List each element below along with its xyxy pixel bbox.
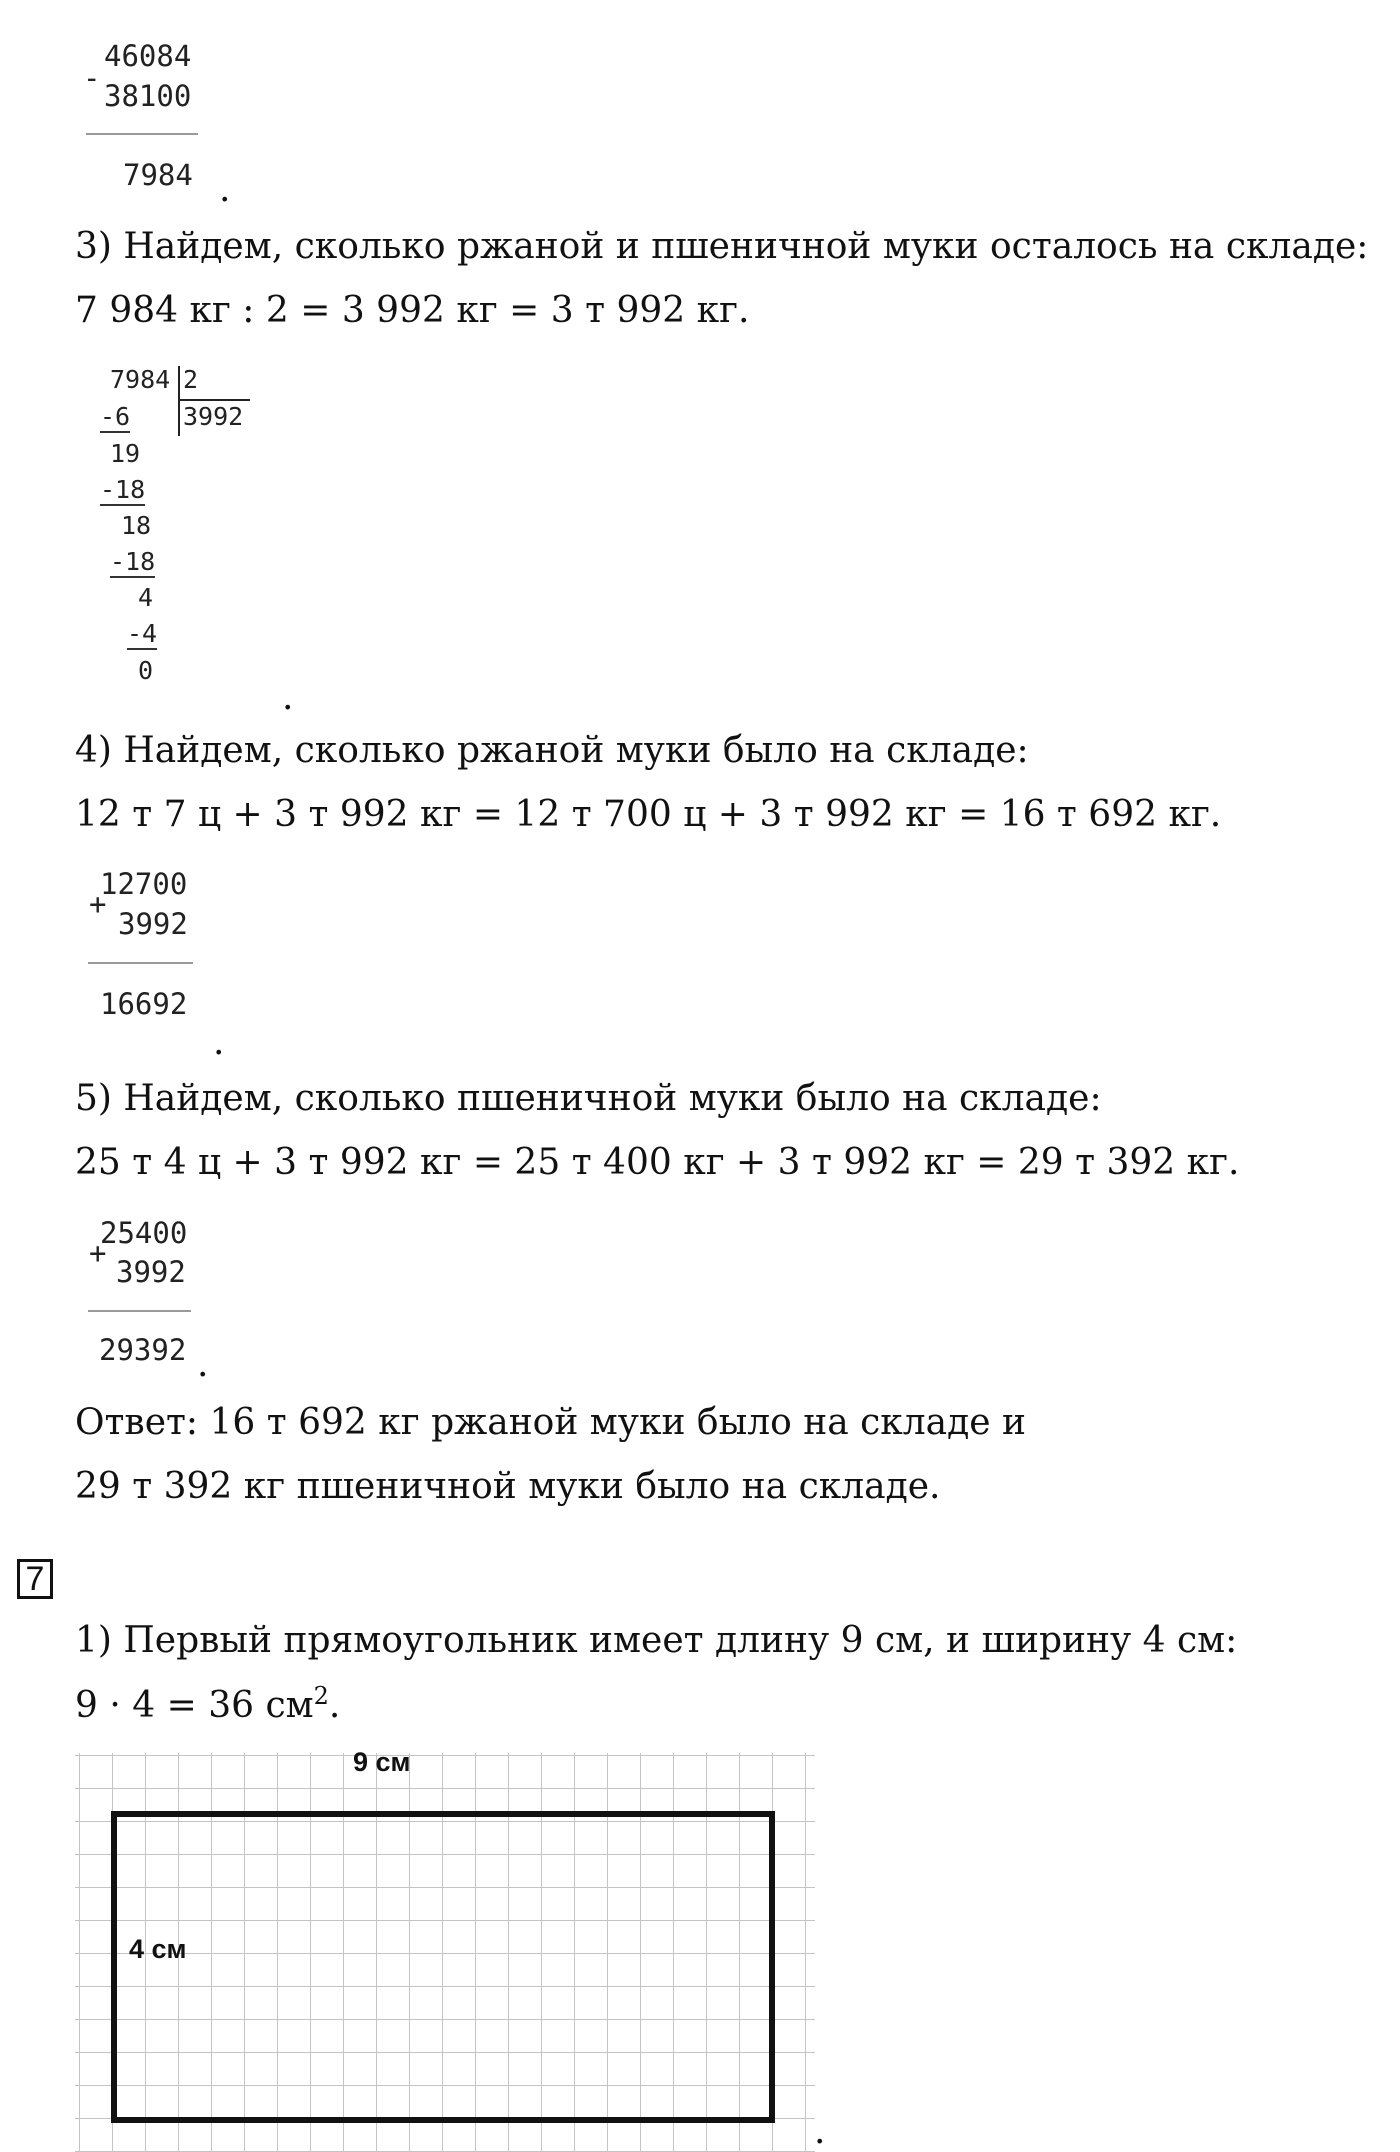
calc3-addend-b: 3992 — [116, 1255, 186, 1289]
division-row: 19 — [110, 439, 141, 468]
step3-expression: 7 984 кг : 2 = 3 992 кг = 3 т 992 кг. — [75, 290, 750, 331]
calc2-plus-sign: + — [89, 887, 107, 921]
task7-expression-end: . — [328, 1685, 341, 1726]
division-quotient-bar — [180, 399, 250, 401]
calc1-minuend: 46084 — [104, 39, 192, 73]
task7-exponent: 2 — [313, 1682, 329, 1710]
step3-title: 3) Найдем, сколько ржаной и пшеничной муки осталось на складе: — [75, 226, 1369, 267]
task7-expression-text: 9 · 4 = 36 см — [75, 1685, 314, 1726]
task-number-badge: 7 — [17, 1559, 53, 1599]
calc3-dot: . — [197, 1344, 209, 1385]
step4-expression: 12 т 7 ц + 3 т 992 кг = 12 т 700 ц + 3 т 992 кг = 16 т 692 кг. — [75, 794, 1222, 835]
division-dividend: 7984 — [110, 365, 171, 394]
step5-title: 5) Найдем, сколько пшеничной муки было на складе: — [75, 1078, 1102, 1119]
calc2-addend-a: 12700 — [100, 867, 188, 901]
calc1-rule — [86, 133, 198, 135]
step5-expression: 25 т 4 ц + 3 т 992 кг = 25 т 400 кг + 3 т 992 кг = 29 т 392 кг. — [75, 1142, 1240, 1183]
task7-step1: 1) Первый прямоугольник имеет длину 9 см, и ширину 4 см: — [75, 1620, 1238, 1661]
division-row: -4 — [127, 619, 158, 648]
division-row: -18 — [100, 475, 146, 504]
rectangle-shape — [111, 1811, 775, 2123]
calc3-rule — [88, 1310, 191, 1312]
division-row: -6 — [100, 402, 131, 431]
division-row: 0 — [138, 656, 154, 685]
calc2-addend-b: 3992 — [118, 907, 188, 941]
division-bracket — [178, 366, 180, 436]
division-dot: . — [282, 677, 294, 718]
division-quotient: 3992 — [183, 402, 244, 431]
calc2-result: 16692 — [100, 987, 188, 1021]
figure-dot: . — [814, 2111, 826, 2152]
answer-line-1: Ответ: 16 т 692 кг ржаной муки было на складе и — [75, 1402, 1027, 1443]
calc3-plus-sign: + — [89, 1236, 107, 1270]
calc1-subtrahend: 38100 — [104, 79, 192, 113]
division-row: 4 — [138, 583, 154, 612]
calc1-dot: . — [219, 169, 231, 210]
calc1-minus-sign: - — [83, 61, 101, 95]
calc2-rule — [88, 962, 193, 964]
step4-title: 4) Найдем, сколько ржаной муки было на складе: — [75, 730, 1029, 771]
task7-expression — [75, 1682, 341, 1727]
division-divisor: 2 — [183, 365, 199, 394]
division-row: 18 — [121, 511, 152, 540]
rectangle-width-label: 9 см — [353, 1747, 411, 1777]
calc3-addend-a: 25400 — [100, 1216, 188, 1250]
rectangle-height-label: 4 см — [129, 1934, 187, 1964]
division-row: -18 — [110, 547, 156, 576]
answer-line-2: 29 т 392 кг пшеничной муки было на складе. — [75, 1466, 941, 1507]
calc1-result: 7984 — [123, 158, 193, 192]
calc3-result: 29392 — [99, 1333, 187, 1367]
calc2-dot: . — [213, 1022, 225, 1063]
